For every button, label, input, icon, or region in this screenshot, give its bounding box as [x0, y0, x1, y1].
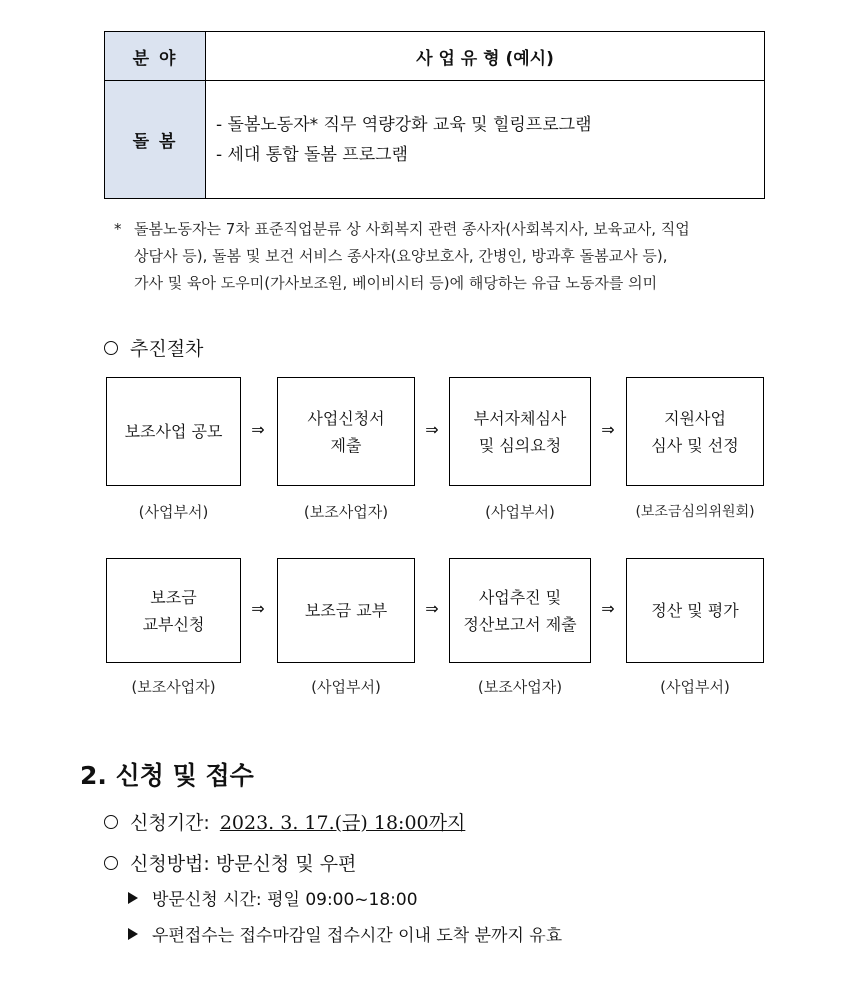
circle-bullet-icon [104, 856, 118, 870]
flow-step-announce [106, 377, 241, 486]
flow-step-text: 보조사업 공모 [124, 422, 223, 441]
flow-owner: (사업부서) [138, 503, 209, 521]
arrow-right-icon: ⇒ [601, 420, 615, 439]
header-field-cell: 분 야 [105, 32, 206, 81]
arrow-right-icon: ⇒ [425, 599, 439, 618]
flow-step-review [449, 377, 591, 486]
flow-owner: (보조사업자) [131, 678, 216, 696]
triangle-bullet-icon [128, 928, 138, 940]
flow-step-grant-issue [277, 558, 415, 663]
footnote [114, 216, 774, 297]
row-field-cell: 돌 봄 [105, 81, 206, 199]
row-items-cell [206, 81, 765, 199]
flow-step-settlement [626, 558, 764, 663]
flow-owner: (사업부서) [311, 678, 381, 696]
flow-step-text: 사업신청서 [307, 408, 385, 428]
flow-step-text: 지원사업 [664, 408, 726, 428]
detail-text: 방문신청 시간: 평일 09:00~18:00 [152, 890, 418, 910]
flow-step-text: 제출 [330, 435, 362, 455]
row-item: - 세대 통합 돌봄 프로그램 [216, 144, 408, 165]
period-value: 2023. 3. 17.(금) 18:00까지 [219, 812, 466, 834]
arrow-right-icon: ⇒ [251, 599, 265, 618]
flow-owner: (보조금심의위원회) [635, 504, 755, 520]
flow-step-text: 정산보고서 제출 [463, 614, 577, 634]
detail-item [128, 885, 418, 910]
application-period [104, 808, 465, 835]
flow-owner: (보조사업자) [477, 678, 563, 696]
flow-step-grant-request [106, 558, 241, 663]
flow-owner: (사업부서) [660, 678, 730, 696]
flow-step-application [277, 377, 415, 486]
triangle-bullet-icon [128, 892, 138, 904]
period-label: 신청기간: [130, 812, 210, 834]
flow-step-text: 심사 및 선정 [651, 435, 739, 455]
section-title: 2. 신청 및 접수 [80, 761, 254, 790]
procedure-heading [104, 334, 203, 361]
flow-step-selection [626, 377, 764, 486]
table-header-row [105, 32, 765, 81]
flow-owner: (사업부서) [485, 503, 555, 521]
business-type-table [104, 31, 765, 199]
procedure-title: 추진절차 [130, 338, 204, 360]
circle-bullet-icon [104, 341, 118, 355]
flow-step-text: 사업추진 및 [478, 587, 562, 607]
arrow-right-icon: ⇒ [425, 420, 439, 439]
flow-step-text: 및 심의요청 [478, 435, 562, 455]
footnote-line: 돌봄노동자는 7차 표준직업분류 상 사회복지 관련 종사자(사회복지사, 보육교사, 직업 [134, 220, 690, 238]
flow-step-text: 정산 및 평가 [651, 601, 739, 620]
footnote-line: 가사 및 육아 도우미(가사보조원, 베이비시터 등)에 해당하는 유급 노동자를 의미 [134, 274, 658, 292]
row-item: - 돌봄노동자* 직무 역량강화 교육 및 힐링프로그램 [216, 114, 592, 135]
detail-text: 우편접수는 접수마감일 접수시간 이내 도착 분까지 유효 [152, 926, 563, 946]
flow-step-text: 부서자체심사 [473, 408, 567, 428]
flow-step-report [449, 558, 591, 663]
table-row [105, 81, 765, 199]
footnote-marker: * [114, 220, 122, 238]
flow-step-text: 보조금 교부 [304, 601, 388, 620]
arrow-right-icon: ⇒ [601, 599, 615, 618]
detail-item [128, 921, 562, 946]
arrow-right-icon: ⇒ [251, 420, 265, 439]
flow-step-text: 교부신청 [142, 614, 205, 634]
flow-owner: (보조사업자) [303, 503, 389, 521]
header-type-cell: 사 업 유 형 (예시) [206, 32, 765, 81]
footnote-line: 상담사 등), 돌봄 및 보건 서비스 종사자(요양보호사, 간병인, 방과후 돌봄교사 등), [134, 247, 668, 265]
method-label: 신청방법: 방문신청 및 우편 [130, 853, 357, 875]
circle-bullet-icon [104, 815, 118, 829]
application-method [104, 849, 356, 876]
flow-step-text: 보조금 [150, 587, 197, 607]
